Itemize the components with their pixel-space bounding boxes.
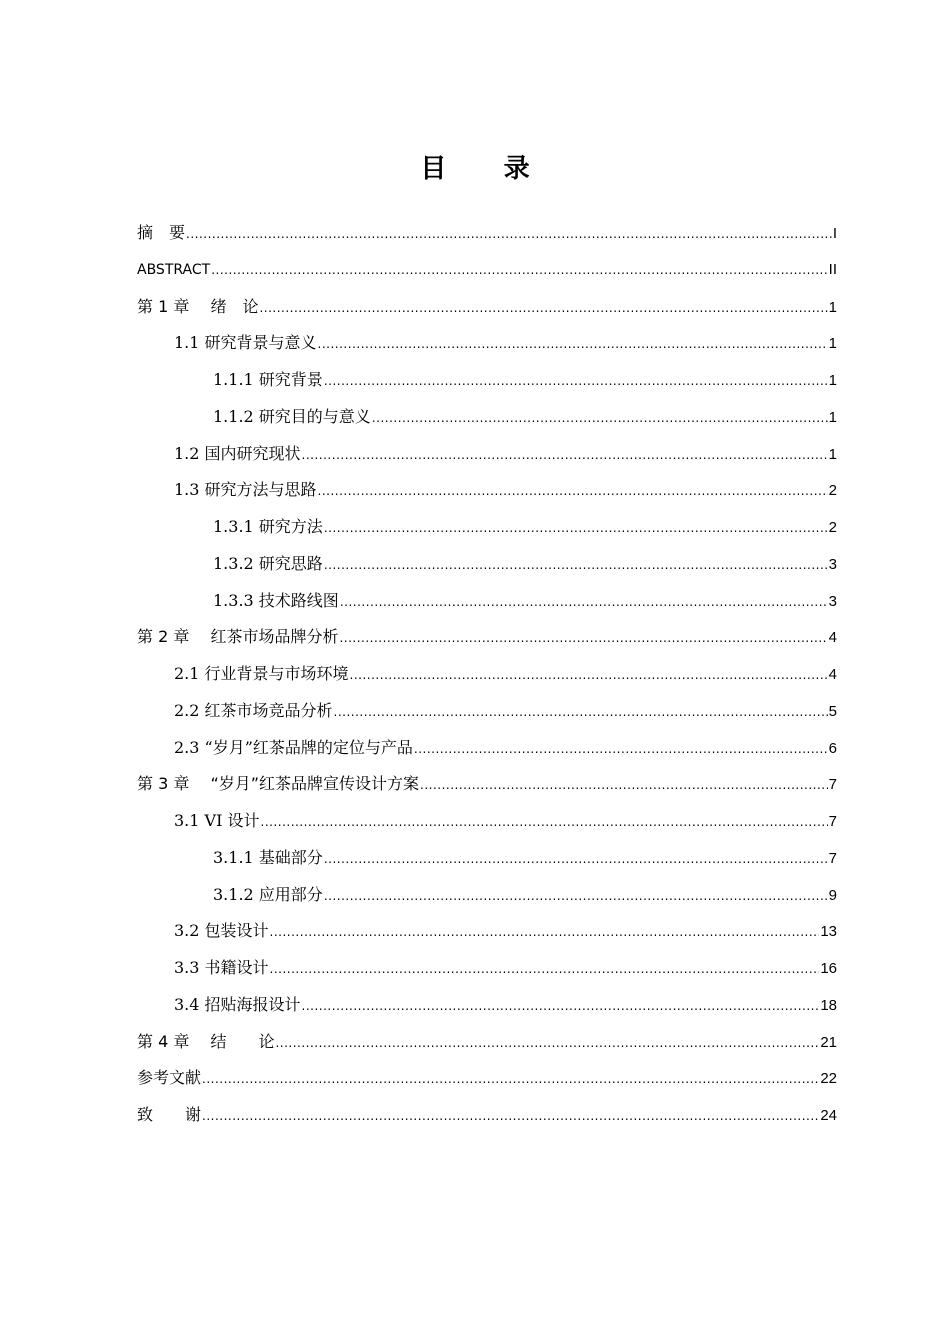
toc-entry-1-1-1[interactable] xyxy=(137,365,837,402)
toc-entry-3-2[interactable] xyxy=(137,916,837,953)
toc-leader-dots xyxy=(324,881,828,911)
toc-entry-page: 1 xyxy=(828,372,837,389)
toc-entry-1-3-3[interactable] xyxy=(137,586,837,623)
toc-leader-dots xyxy=(302,991,820,1021)
toc-entry-label: 参考文献 xyxy=(137,1068,202,1088)
toc-entry-label: 1.1 研究背景与意义 xyxy=(174,333,317,353)
toc-entry-label: 第 3 章 “岁月”红茶品牌宣传设计方案 xyxy=(137,774,420,794)
toc-entry-page: 22 xyxy=(820,1070,837,1088)
toc-leader-dots xyxy=(186,219,832,249)
page-title: 目 录 xyxy=(420,154,546,185)
toc-entry-label: 1.3 研究方法与思路 xyxy=(174,480,317,500)
toc-entry-label: 3.4 招贴海报设计 xyxy=(174,994,301,1014)
toc-entry-page: 21 xyxy=(820,1033,837,1051)
toc-entry-label: 3.1.2 应用部分 xyxy=(213,884,323,904)
toc-entry-label: ABSTRACT xyxy=(137,261,211,278)
toc-entry-acknowledgements[interactable] xyxy=(137,1100,837,1137)
toc-entry-label: 3.1.1 基础部分 xyxy=(213,847,323,867)
toc-entry-label: 摘 要 xyxy=(137,223,186,242)
toc-entry-page: 5 xyxy=(828,702,837,720)
toc-entry-label: 1.1.2 研究目的与意义 xyxy=(213,406,371,426)
toc-leader-dots xyxy=(302,440,828,470)
toc-entry-page: I xyxy=(832,225,837,242)
toc-entry-label: 3.1 VI 设计 xyxy=(174,811,260,830)
toc-leader-dots xyxy=(340,587,828,617)
toc-entry-page: 4 xyxy=(828,666,837,683)
toc-entry-page: 2 xyxy=(828,519,837,536)
toc-entry-label: 3.3 书籍设计 xyxy=(174,958,269,977)
toc-entry-page: 4 xyxy=(828,629,837,647)
toc-entry-label: 2.3 “岁月”红茶品牌的定位与产品 xyxy=(174,737,413,757)
toc-entry-3-1[interactable] xyxy=(137,806,837,843)
toc-entry-page: 1 xyxy=(828,335,837,353)
toc-entry-page: 16 xyxy=(820,960,837,977)
toc-leader-dots xyxy=(324,513,828,543)
toc-leader-dots xyxy=(414,734,828,764)
toc-leader-dots xyxy=(202,1064,819,1094)
toc-entry-2-3[interactable] xyxy=(137,733,837,770)
toc-entry-2-1[interactable] xyxy=(137,659,837,696)
toc-entry-page: 7 xyxy=(828,776,837,794)
toc-entry-page: 13 xyxy=(820,923,837,941)
toc-entry-page: 1 xyxy=(828,298,837,316)
toc-leader-dots xyxy=(202,1101,819,1131)
toc-entry-abstract-en[interactable] xyxy=(137,255,837,292)
toc-entry-3-4[interactable] xyxy=(137,990,837,1027)
toc-leader-dots xyxy=(259,293,827,323)
toc-entry-chapter-2[interactable] xyxy=(137,622,837,659)
toc-entry-page: 3 xyxy=(828,555,837,573)
toc-leader-dots xyxy=(270,954,820,984)
table-of-contents xyxy=(137,218,837,1137)
toc-leader-dots xyxy=(324,550,828,580)
toc-leader-dots xyxy=(420,770,828,800)
toc-entry-page: 6 xyxy=(828,739,837,757)
toc-entry-label: 1.3.3 技术路线图 xyxy=(213,590,339,610)
toc-leader-dots xyxy=(339,623,827,653)
toc-leader-dots xyxy=(261,807,828,837)
toc-entry-label: 1.3.2 研究思路 xyxy=(213,553,323,573)
toc-entry-page: 7 xyxy=(828,849,837,867)
toc-entry-chapter-1[interactable] xyxy=(137,292,837,329)
toc-leader-dots xyxy=(324,366,828,396)
toc-entry-label: 2.1 行业背景与市场环境 xyxy=(174,664,349,683)
toc-leader-dots xyxy=(334,697,828,727)
toc-entry-3-1-1[interactable] xyxy=(137,843,837,880)
toc-entry-1-1[interactable] xyxy=(137,328,837,365)
toc-entry-1-2[interactable] xyxy=(137,439,837,476)
toc-entry-1-3-2[interactable] xyxy=(137,549,837,586)
toc-entry-label: 2.2 红茶市场竞品分析 xyxy=(174,700,333,720)
toc-entry-chapter-3[interactable] xyxy=(137,769,837,806)
toc-entry-abstract-cn[interactable] xyxy=(137,218,837,255)
toc-entry-page: 24 xyxy=(820,1107,837,1124)
toc-entry-page: 2 xyxy=(828,482,837,500)
toc-entry-references[interactable] xyxy=(137,1063,837,1100)
toc-entry-page: 7 xyxy=(828,813,837,830)
toc-entry-1-3[interactable] xyxy=(137,475,837,512)
toc-entry-1-3-1[interactable] xyxy=(137,512,837,549)
toc-leader-dots xyxy=(372,403,828,433)
toc-entry-3-1-2[interactable] xyxy=(137,880,837,917)
toc-entry-page: II xyxy=(828,260,837,278)
toc-entry-label: 1.3.1 研究方法 xyxy=(213,517,323,536)
toc-entry-label: 1.1.1 研究背景 xyxy=(213,370,323,389)
toc-entry-chapter-4[interactable] xyxy=(137,1027,837,1064)
toc-leader-dots xyxy=(270,917,820,947)
toc-entry-label: 3.2 包装设计 xyxy=(174,921,269,941)
toc-leader-dots xyxy=(318,476,828,506)
toc-entry-page: 9 xyxy=(828,886,837,904)
toc-leader-dots xyxy=(318,329,828,359)
toc-entry-label: 1.2 国内研究现状 xyxy=(174,443,301,463)
toc-entry-1-1-2[interactable] xyxy=(137,402,837,439)
toc-entry-3-3[interactable] xyxy=(137,953,837,990)
toc-entry-2-2[interactable] xyxy=(137,696,837,733)
toc-entry-page: 1 xyxy=(828,408,837,426)
toc-entry-label: 第 1 章 绪 论 xyxy=(137,296,259,316)
toc-entry-label: 致 谢 xyxy=(137,1105,202,1124)
toc-entry-page: 3 xyxy=(828,592,837,610)
toc-entry-page: 18 xyxy=(820,996,837,1014)
toc-leader-dots xyxy=(275,1028,819,1058)
toc-entry-label: 第 4 章 结 论 xyxy=(137,1031,275,1051)
toc-leader-dots xyxy=(324,844,828,874)
toc-entry-page: 1 xyxy=(828,445,837,463)
toc-leader-dots xyxy=(211,255,827,285)
toc-leader-dots xyxy=(350,660,828,690)
toc-entry-label: 第 2 章 红茶市场品牌分析 xyxy=(137,627,339,647)
